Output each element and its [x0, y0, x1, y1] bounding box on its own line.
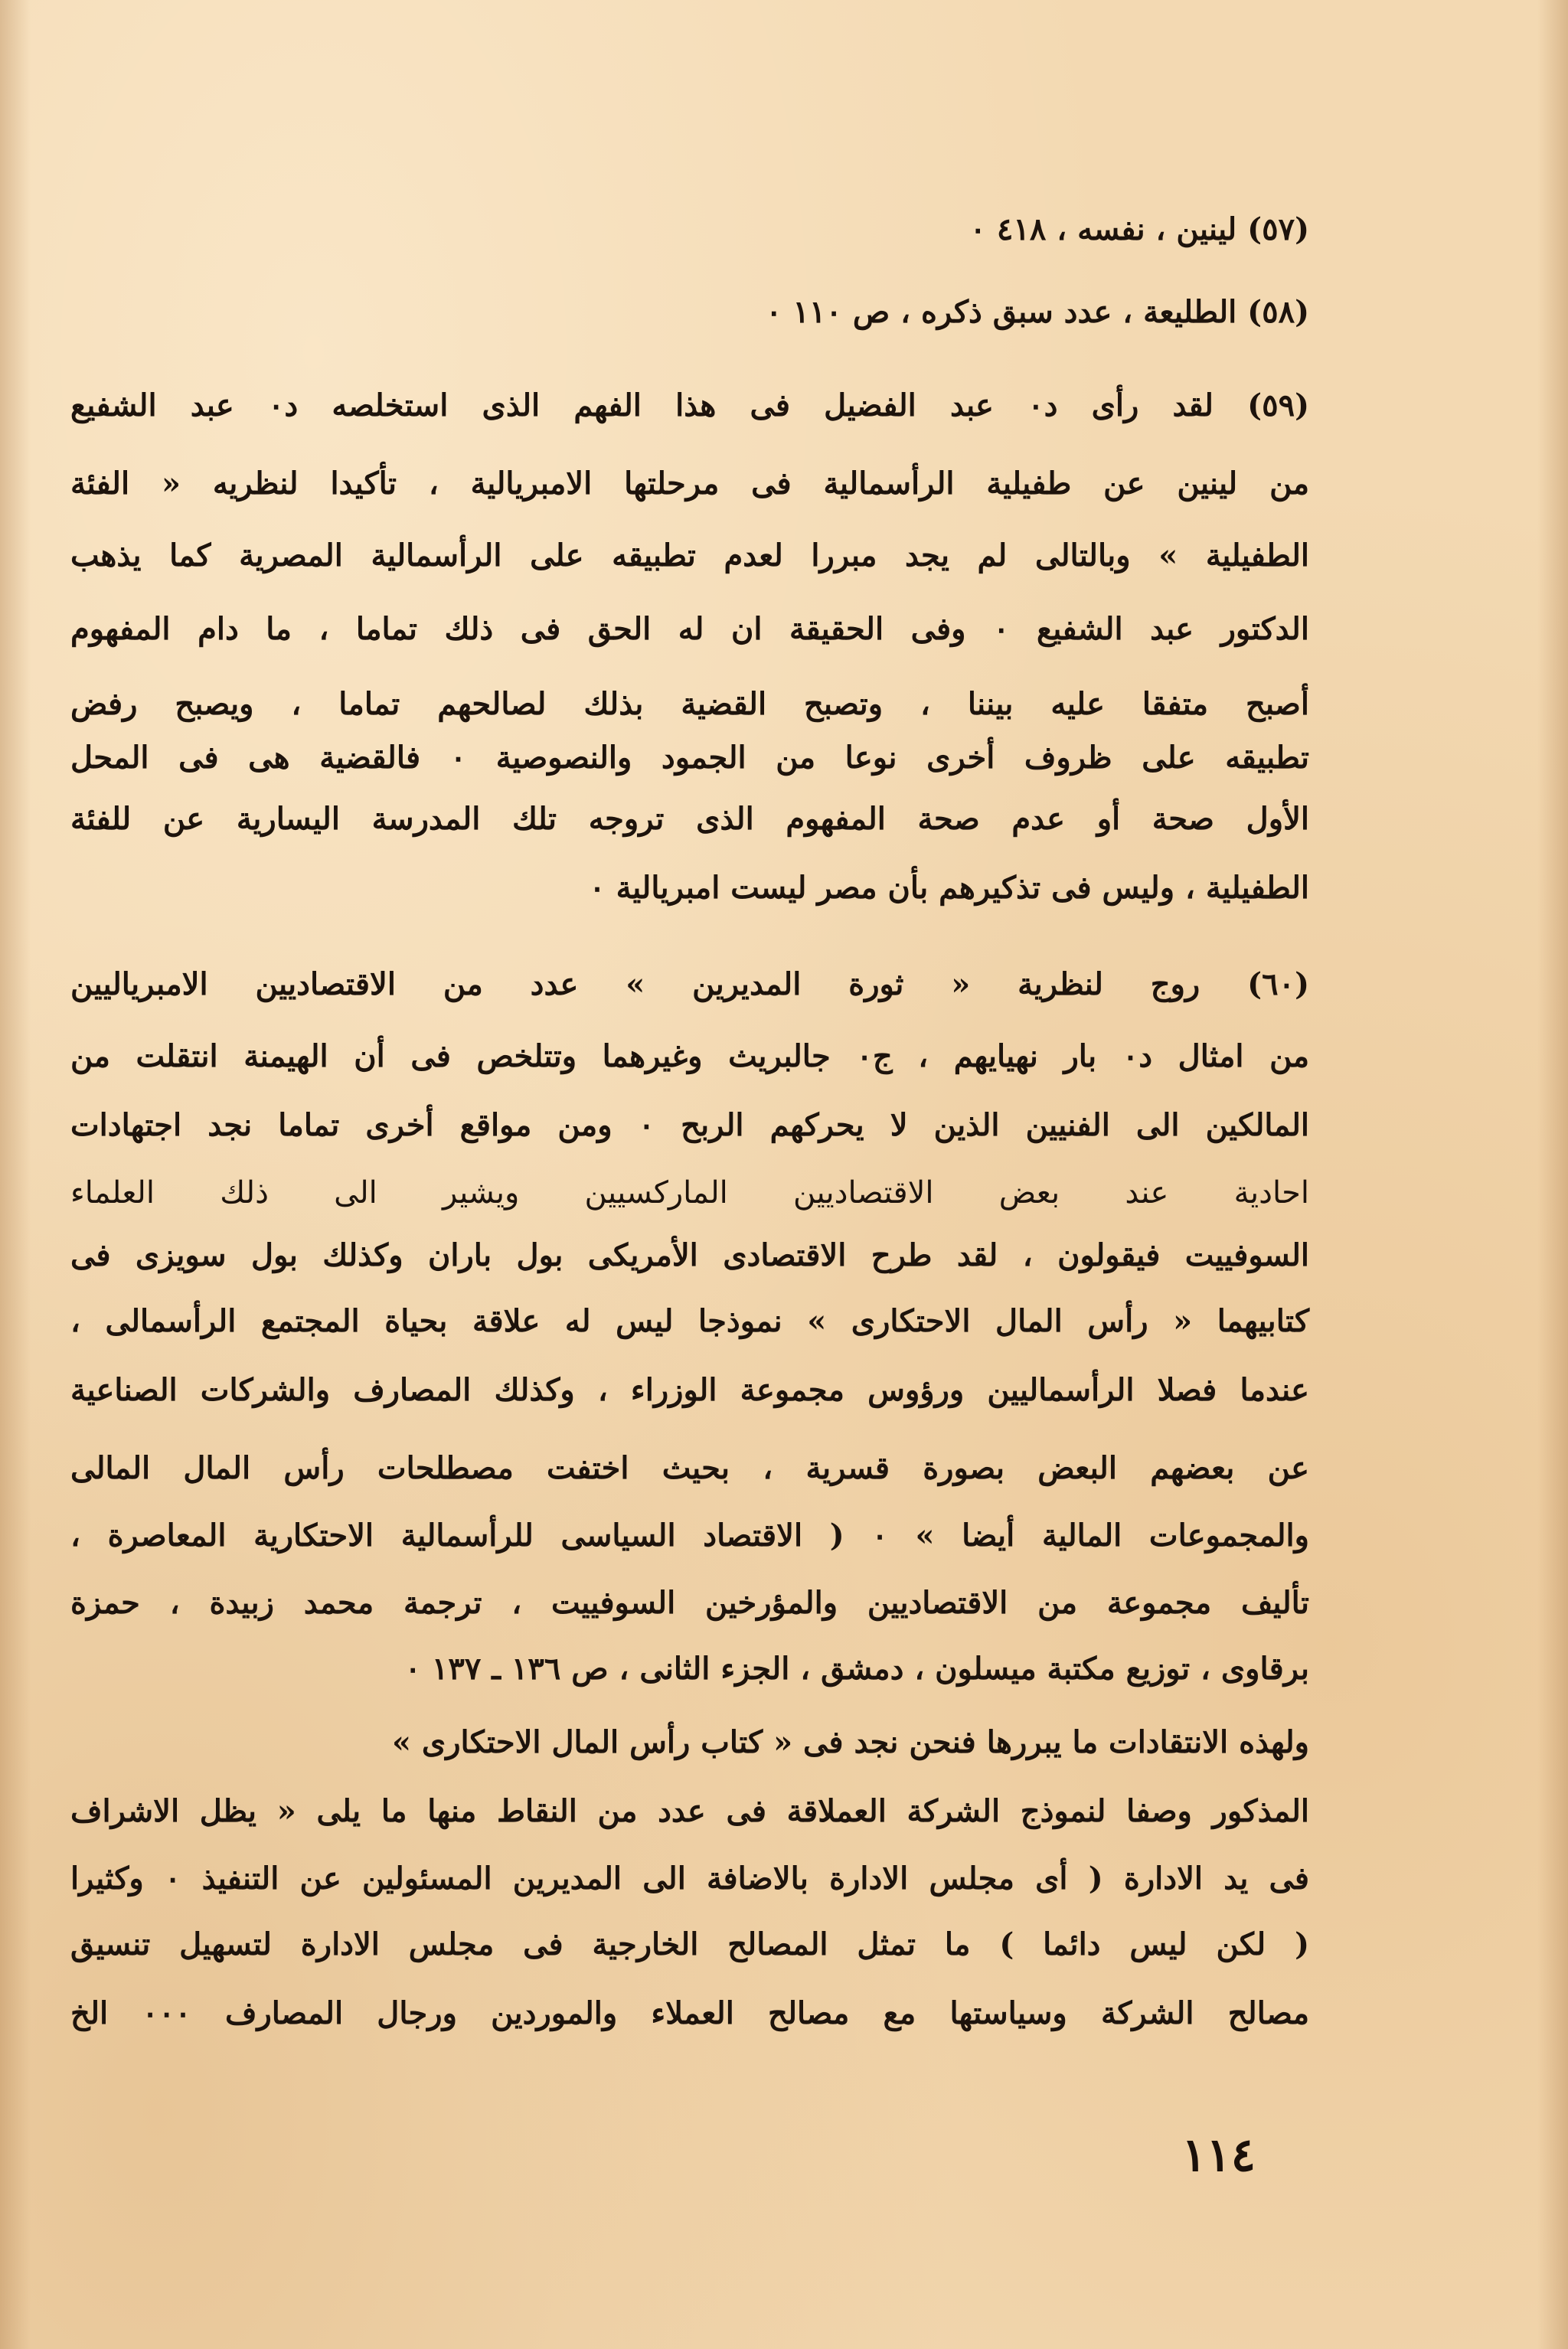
page-number: ١١٤ [1181, 2128, 1256, 2182]
footnote-59-line-8: الطفيلية ، وليس فى تذكيرهم بأن مصر ليست امبريالية ٠ [589, 870, 1309, 906]
footnote-59-line-3: الطفيلية » وبالتالى لم يجد مبررا لعدم تطبيقه على الرأسمالية المصرية كما يذهب [70, 537, 1309, 573]
paragraph-line-5: مصالح الشركة وسياستها مع مصالح العملاء والموردين ورجال المصارف ٠٠٠ الخ [70, 1995, 1309, 2031]
footnote-57: (٥٧) لينين ، نفسه ، ٤١٨ ٠ [969, 211, 1309, 247]
footnote-60-line-8: عن بعضهم البعض بصورة قسرية ، بحيث اختفت مصطلحات رأس المال المالى [70, 1450, 1309, 1486]
footnote-60-line-2: من امثال د٠ بار نهيايهم ، ج٠ جالبريث وغيرهما وتتلخص فى أن الهيمنة انتقلت من [70, 1038, 1309, 1074]
footnote-59-line-6: تطبيقه على ظروف أخرى نوعا من الجمود والنصوصية ٠ فالقضية هى فى المحل [70, 740, 1309, 776]
footnote-60-line-10: تأليف مجموعة من الاقتصاديين والمؤرخين السوفييت ، ترجمة محمد زبيدة ، حمزة [70, 1585, 1309, 1621]
paragraph-line-2: المذكور وصفا لنموذج الشركة العملاقة فى عدد من النقاط منها ما يلى « يظل الاشراف [70, 1793, 1309, 1829]
footnote-60-line-11: برقاوى ، توزيع مكتبة ميسلون ، دمشق ، الجزء الثانى ، ص ١٣٦ ـ ١٣٧ ٠ [404, 1651, 1309, 1687]
footnote-59-line-1: (٥٩) لقد رأى د٠ عبد الفضيل فى هذا الفهم الذى استخلصه د٠ عبد الشفيع [70, 387, 1309, 423]
footnote-60-line-6: كتابيهما « رأس المال الاحتكارى » نموذجا ليس له علاقة بحياة المجتمع الرأسمالى ، [70, 1303, 1309, 1339]
footnote-59-line-2: من لينين عن طفيلية الرأسمالية فى مرحلتها الامبريالية ، تأكيدا لنظريه « الفئة [70, 466, 1309, 501]
paragraph-line-3: فى يد الادارة ( أى مجلس الادارة بالاضافة الى المديرين المسئولين عن التنفيذ ٠ وكثيرا [70, 1861, 1310, 1897]
footnote-60-line-5: السوفييت فيقولون ، لقد طرح الاقتصادى الأمريكى بول باران وكذلك بول سويزى فى [70, 1237, 1309, 1273]
footnote-60-line-1: (٦٠) روج لنظرية « ثورة المديرين » عدد من الاقتصاديين الامبرياليين [70, 966, 1309, 1002]
footnote-60-line-9: والمجموعات المالية أيضا » ٠ ( الاقتصاد السياسى للرأسمالية الاحتكارية المعاصرة ، [70, 1518, 1309, 1553]
page-edge-shadow-left [0, 0, 31, 2349]
footnote-59-line-4: الدكتور عبد الشفيع ٠ وفى الحقيقة ان له الحق فى ذلك تماما ، ما دام المفهوم [70, 611, 1309, 647]
page-edge-shadow-right [1537, 0, 1568, 2349]
page-body-text [70, 0, 1309, 2144]
paragraph-line-4: ( لكن ليس دائما ) ما تمثل المصالح الخارجية فى مجلس الادارة لتسهيل تنسيق [70, 1926, 1309, 1962]
footnote-60-line-4: احادية عند بعض الاقتصاديين الماركسيين ويشير الى ذلك العلماء [70, 1175, 1309, 1210]
footnote-60-line-3: المالكين الى الفنيين الذين لا يحركهم الربح ٠ ومن مواقع أخرى تماما نجد اجتهادات [70, 1107, 1310, 1143]
footnote-59-line-5: أصبح متفقا عليه بيننا ، وتصبح القضية بذلك لصالحهم تماما ، ويصبح رفض [70, 686, 1310, 722]
paragraph-line-1: ولهذه الانتقادات ما يبررها فنحن نجد فى « كتاب رأس المال الاحتكارى » [391, 1724, 1309, 1760]
footnote-58: (٥٨) الطليعة ، عدد سبق ذكره ، ص ١١٠ ٠ [766, 294, 1309, 330]
footnote-60-line-7: عندما فصلا الرأسماليين ورؤوس مجموعة الوزراء ، وكذلك المصارف والشركات الصناعية [70, 1372, 1309, 1408]
footnote-59-line-7: الأول صحة أو عدم صحة المفهوم الذى تروجه تلك المدرسة اليسارية عن للفئة [70, 801, 1309, 837]
